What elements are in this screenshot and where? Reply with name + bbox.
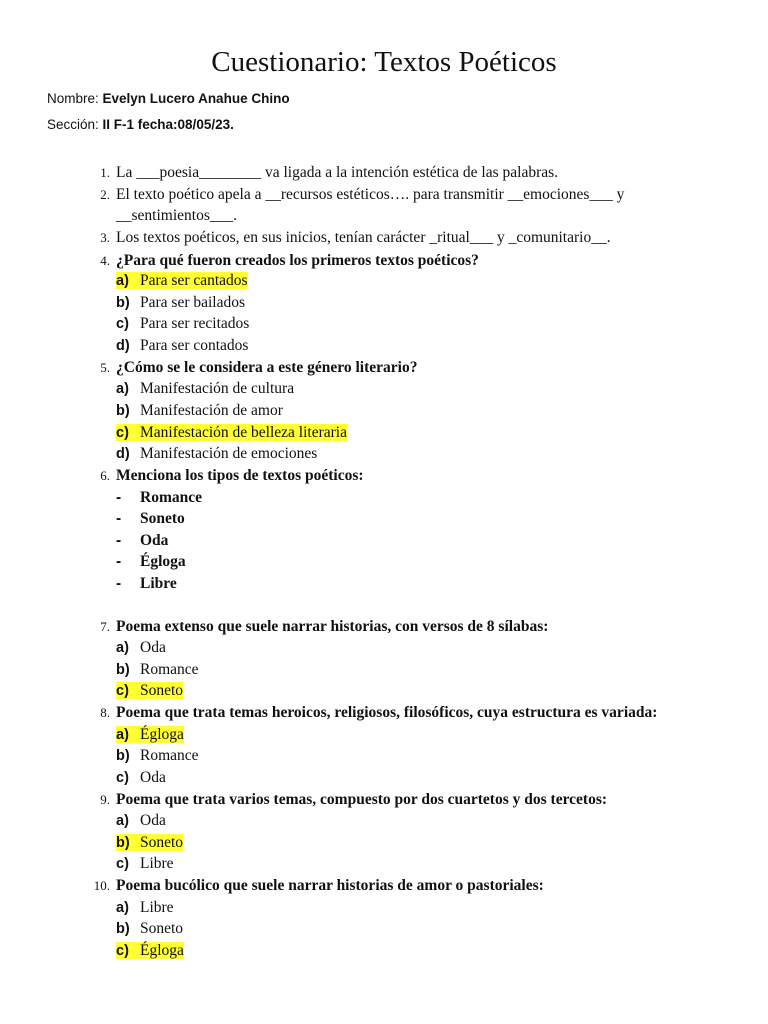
option-letter: b) <box>116 748 130 764</box>
option-item <box>116 444 317 464</box>
section-label: Sección: <box>47 117 103 132</box>
question-number: 7. <box>100 619 110 634</box>
option-text: Para ser cantados <box>140 272 248 289</box>
option-letter: b) <box>116 835 130 851</box>
option-text: Manifestación de belleza literaria <box>140 424 347 441</box>
question-7-text: Poema extenso que suele narrar historias, con versos de 8 sílabas: <box>116 618 549 635</box>
option-letter: d) <box>116 446 130 462</box>
option-text: Para ser bailados <box>140 294 246 311</box>
question-number: 2. <box>100 187 110 202</box>
option-item <box>116 898 174 918</box>
option-item <box>116 660 199 680</box>
option-text: Oda <box>140 769 166 786</box>
question-number: 5. <box>100 360 110 375</box>
question-number: 8. <box>100 705 110 720</box>
name-label: Nombre: <box>47 91 103 106</box>
bullet-dash: - <box>116 532 122 549</box>
option-item <box>116 314 249 334</box>
option-item <box>116 336 248 356</box>
option-item <box>116 638 166 658</box>
poem-type: Égloga <box>140 553 186 570</box>
option-text: Manifestación de emociones <box>140 445 318 462</box>
name-value: Evelyn Lucero Anahue Chino <box>102 91 290 106</box>
option-item <box>116 423 347 443</box>
list-item <box>116 552 186 572</box>
option-item <box>116 811 166 831</box>
question-number: 9. <box>100 792 110 807</box>
option-item <box>116 854 174 874</box>
highlighted-answer <box>116 942 184 959</box>
list-item <box>116 509 185 529</box>
option-letter: a) <box>116 640 129 656</box>
question-2-text-line2: __sentimientos___. <box>116 207 237 224</box>
option-text: Libre <box>140 855 174 872</box>
section-value: II F-1 fecha:08/05/23. <box>102 117 234 132</box>
option-letter: d) <box>116 338 130 354</box>
option-text: Romance <box>140 747 199 764</box>
option-letter: c) <box>116 943 129 959</box>
option-item <box>116 919 183 939</box>
question-number: 1. <box>100 165 110 180</box>
question-1-text: La ___poesia________ va ligada a la intención estética de las palabras. <box>116 164 559 181</box>
option-item <box>116 833 183 853</box>
question-3-text: Los textos poéticos, en sus inicios, tenían carácter _ritual___ y _comunitario__. <box>116 229 611 246</box>
question-number: 6. <box>100 468 110 483</box>
question-8-text: Poema que trata temas heroicos, religiosos, filosóficos, cuya estructura es variada: <box>116 704 658 721</box>
question-2-text-line1: El texto poético apela a __recursos estéticos…. para transmitir __emociones___ y <box>116 186 625 203</box>
option-text: Soneto <box>140 834 184 851</box>
option-text: Oda <box>140 812 166 829</box>
option-letter: a) <box>116 727 129 743</box>
highlighted-answer <box>116 682 183 699</box>
option-text: Manifestación de cultura <box>140 380 295 397</box>
option-item <box>116 725 184 745</box>
option-text: Para ser contados <box>140 337 249 354</box>
question-number: 3. <box>100 230 110 245</box>
option-text: Égloga <box>140 726 184 743</box>
option-letter: c) <box>116 770 129 786</box>
list-item <box>116 531 168 551</box>
page-title: Cuestionario: Textos Poéticos <box>211 46 557 78</box>
poem-type: Soneto <box>140 510 185 527</box>
poem-type: Oda <box>140 532 169 549</box>
option-letter: c) <box>116 683 129 699</box>
question-number: 4. <box>100 253 110 268</box>
option-letter: a) <box>116 813 129 829</box>
list-item <box>116 488 202 508</box>
option-letter: c) <box>116 425 129 441</box>
poem-type: Romance <box>140 489 202 506</box>
bullet-dash: - <box>116 510 122 527</box>
highlighted-answer <box>116 424 347 441</box>
option-letter: a) <box>116 273 129 289</box>
option-letter: b) <box>116 921 130 937</box>
option-letter: b) <box>116 403 130 419</box>
highlighted-answer <box>116 726 184 743</box>
name-line <box>47 90 290 108</box>
option-item <box>116 746 199 766</box>
option-item <box>116 768 166 788</box>
option-item <box>116 379 294 399</box>
option-item <box>116 293 245 313</box>
list-item <box>116 574 177 594</box>
question-5-text: ¿Cómo se le considera a este género literario? <box>116 359 418 376</box>
option-text: Para ser recitados <box>140 315 250 332</box>
question-number: 10. <box>93 878 110 893</box>
option-letter: b) <box>116 295 130 311</box>
option-item <box>116 271 248 291</box>
poem-type: Libre <box>140 575 177 592</box>
option-text: Oda <box>140 639 166 656</box>
question-10-text: Poema bucólico que suele narrar historias de amor o pastoriales: <box>116 877 544 894</box>
option-letter: c) <box>116 316 129 332</box>
question-6-text: Menciona los tipos de textos poéticos: <box>116 467 364 484</box>
option-text: Romance <box>140 661 199 678</box>
option-text: Soneto <box>140 920 184 937</box>
option-item <box>116 681 183 701</box>
question-4-text: ¿Para qué fueron creados los primeros textos poéticos? <box>116 252 479 269</box>
option-letter: c) <box>116 856 129 872</box>
option-letter: b) <box>116 662 130 678</box>
option-text: Libre <box>140 899 174 916</box>
highlighted-answer <box>116 272 248 289</box>
option-item <box>116 401 283 421</box>
option-letter: a) <box>116 900 129 916</box>
section-line <box>47 116 234 134</box>
option-letter: a) <box>116 381 129 397</box>
option-text: Soneto <box>140 682 184 699</box>
bullet-dash: - <box>116 575 122 592</box>
bullet-dash: - <box>116 489 122 506</box>
bullet-dash: - <box>116 553 122 570</box>
option-text: Manifestación de amor <box>140 402 283 419</box>
highlighted-answer <box>116 834 183 851</box>
question-9-text: Poema que trata varios temas, compuesto por dos cuartetos y dos tercetos: <box>116 791 608 808</box>
option-item <box>116 941 184 961</box>
option-text: Égloga <box>140 942 184 959</box>
